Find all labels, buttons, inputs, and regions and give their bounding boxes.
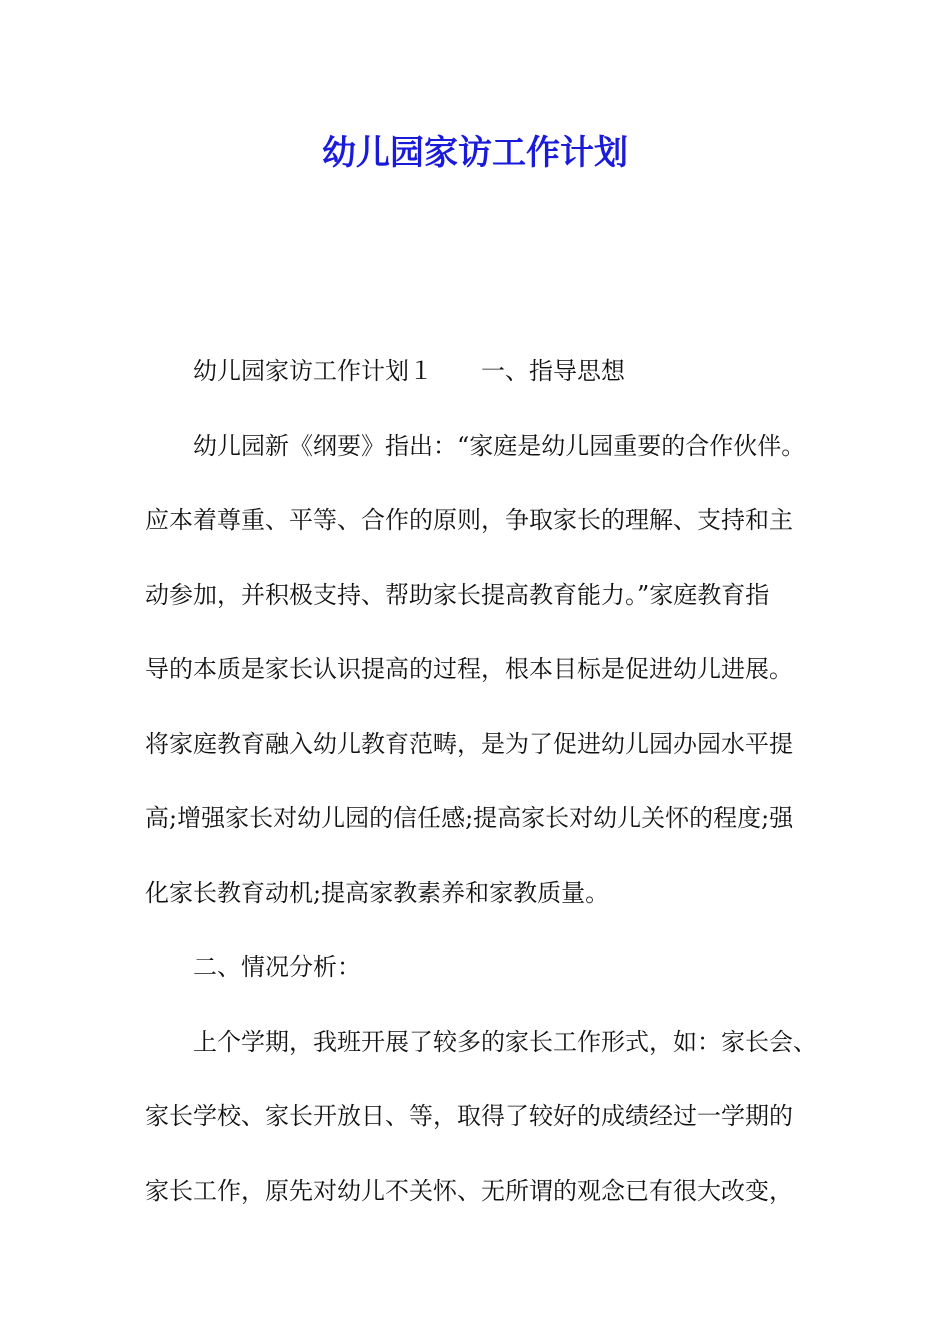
paragraph-line: 高;增强家长对幼儿园的信任感;提高家长对幼儿关怀的程度;强 <box>145 804 794 832</box>
paragraph-line: 化家长教育动机;提高家教素养和家教质量。 <box>145 878 610 907</box>
document-title: 幼儿园家访工作计划 <box>322 133 628 173</box>
paragraph-line: 家长学校、家长开放日、等，取得了较好的成绩经过一学期的 <box>145 1102 793 1130</box>
document-body <box>145 334 820 1228</box>
line-text: 幼儿园家访工作计划１ <box>193 357 433 385</box>
paragraph-line <box>145 334 820 409</box>
paragraph-line: 将家庭教育融入幼儿教育范畴，是为了促进幼儿园办园水平提 <box>145 729 793 758</box>
paragraph-line: 家长工作，原先对幼儿不关怀、无所谓的观念已有很大改变， <box>145 1176 793 1205</box>
paragraph-line: 应本着尊重、平等、合作的原则，争取家长的理解、支持和主 <box>145 506 793 534</box>
paragraph-line: 导的本质是家长认识提高的过程，根本目标是促进幼儿进展。 <box>145 655 793 683</box>
section-heading: 二、情况分析： <box>193 953 361 981</box>
paragraph-line: 动参加，并积极支持、帮助家长提高教育能力。”家庭教育指 <box>145 580 770 609</box>
line-text-tail: 一、指导思想 <box>481 357 625 385</box>
paragraph-line: 幼儿园新《纲要》指出：“家庭是幼儿园重要的合作伙伴。 <box>193 431 806 460</box>
paragraph-line: 上个学期，我班开展了较多的家长工作形式，如：家长会、 <box>193 1027 817 1056</box>
